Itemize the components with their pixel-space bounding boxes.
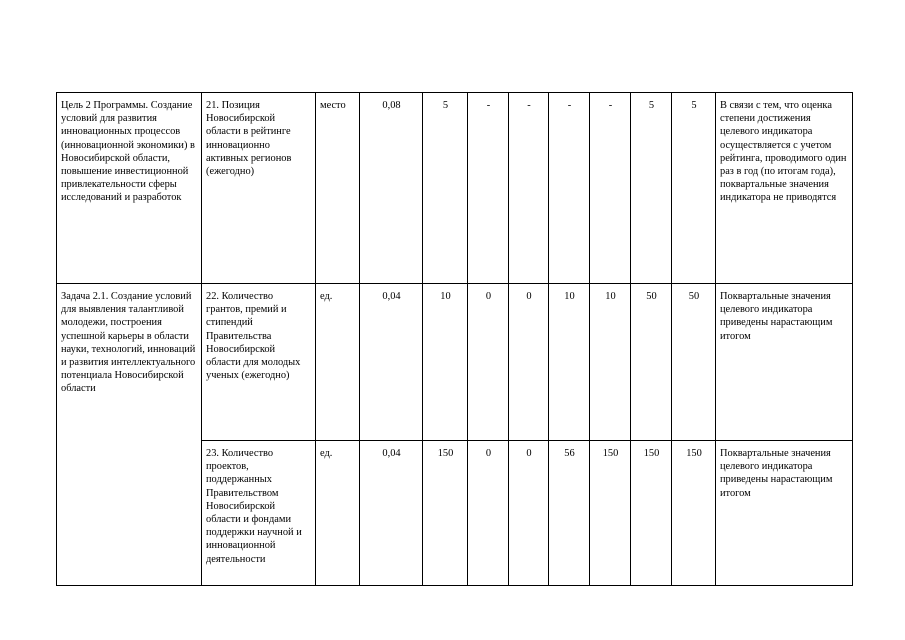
goal-cell: Цель 2 Программы. Создание условий для развития инновационных процессов (инновационной экономики) в Новосибирской области, повышение инвестиционной привлекательности сферы исследований и разработок — [57, 93, 202, 284]
value-cell: 50 — [672, 284, 716, 441]
value-cell: 0 — [468, 284, 509, 441]
weight-cell: 0,04 — [360, 284, 423, 441]
value-cell: - — [509, 93, 549, 284]
indicator-cell: 21. Позиция Новосибирской области в рейтинге инновационно активных регионов (ежегодно) — [202, 93, 316, 284]
value-cell: 0 — [509, 441, 549, 586]
value-cell: 10 — [549, 284, 590, 441]
weight-cell: 0,04 — [360, 441, 423, 586]
value-cell: - — [590, 93, 631, 284]
value-cell: 0 — [509, 284, 549, 441]
value-cell: 5 — [672, 93, 716, 284]
value-cell: - — [549, 93, 590, 284]
value-cell: 5 — [631, 93, 672, 284]
value-cell: 0 — [468, 441, 509, 586]
value-cell: 150 — [672, 441, 716, 586]
unit-cell: ед. — [316, 284, 360, 441]
unit-cell: ед. — [316, 441, 360, 586]
value-cell: 50 — [631, 284, 672, 441]
weight-cell: 0,08 — [360, 93, 423, 284]
note-cell: Поквартальные значения целевого индикатора приведены нарастающим итогом — [716, 284, 853, 441]
table-row — [57, 93, 853, 284]
indicators-table — [56, 92, 853, 586]
value-cell: 10 — [423, 284, 468, 441]
value-cell: 10 — [590, 284, 631, 441]
value-cell: 150 — [631, 441, 672, 586]
note-cell: В связи с тем, что оценка степени достижения целевого индикатора осуществляется с учетом рейтинга, проводимого один раз в год (по итогам года), поквартальные значения индикатора не приводятся — [716, 93, 853, 284]
table-row — [57, 284, 853, 441]
value-cell: 5 — [423, 93, 468, 284]
unit-cell: место — [316, 93, 360, 284]
value-cell: 150 — [590, 441, 631, 586]
task-cell: Задача 2.1. Создание условий для выявления талантливой молодежи, построения успешной карьеры в области науки, технологий, инноваций и развития интеллектуального потенциала Новосибирской области — [57, 284, 202, 586]
value-cell: - — [468, 93, 509, 284]
value-cell: 150 — [423, 441, 468, 586]
note-cell: Поквартальные значения целевого индикатора приведены нарастающим итогом — [716, 441, 853, 586]
indicator-cell: 23. Количество проектов, поддержанных Правительством Новосибирской области и фондами поддержки научной и инновационной деятельности — [202, 441, 316, 586]
value-cell: 56 — [549, 441, 590, 586]
indicator-cell: 22. Количество грантов, премий и стипендий Правительства Новосибирской области для молодых ученых (ежегодно) — [202, 284, 316, 441]
